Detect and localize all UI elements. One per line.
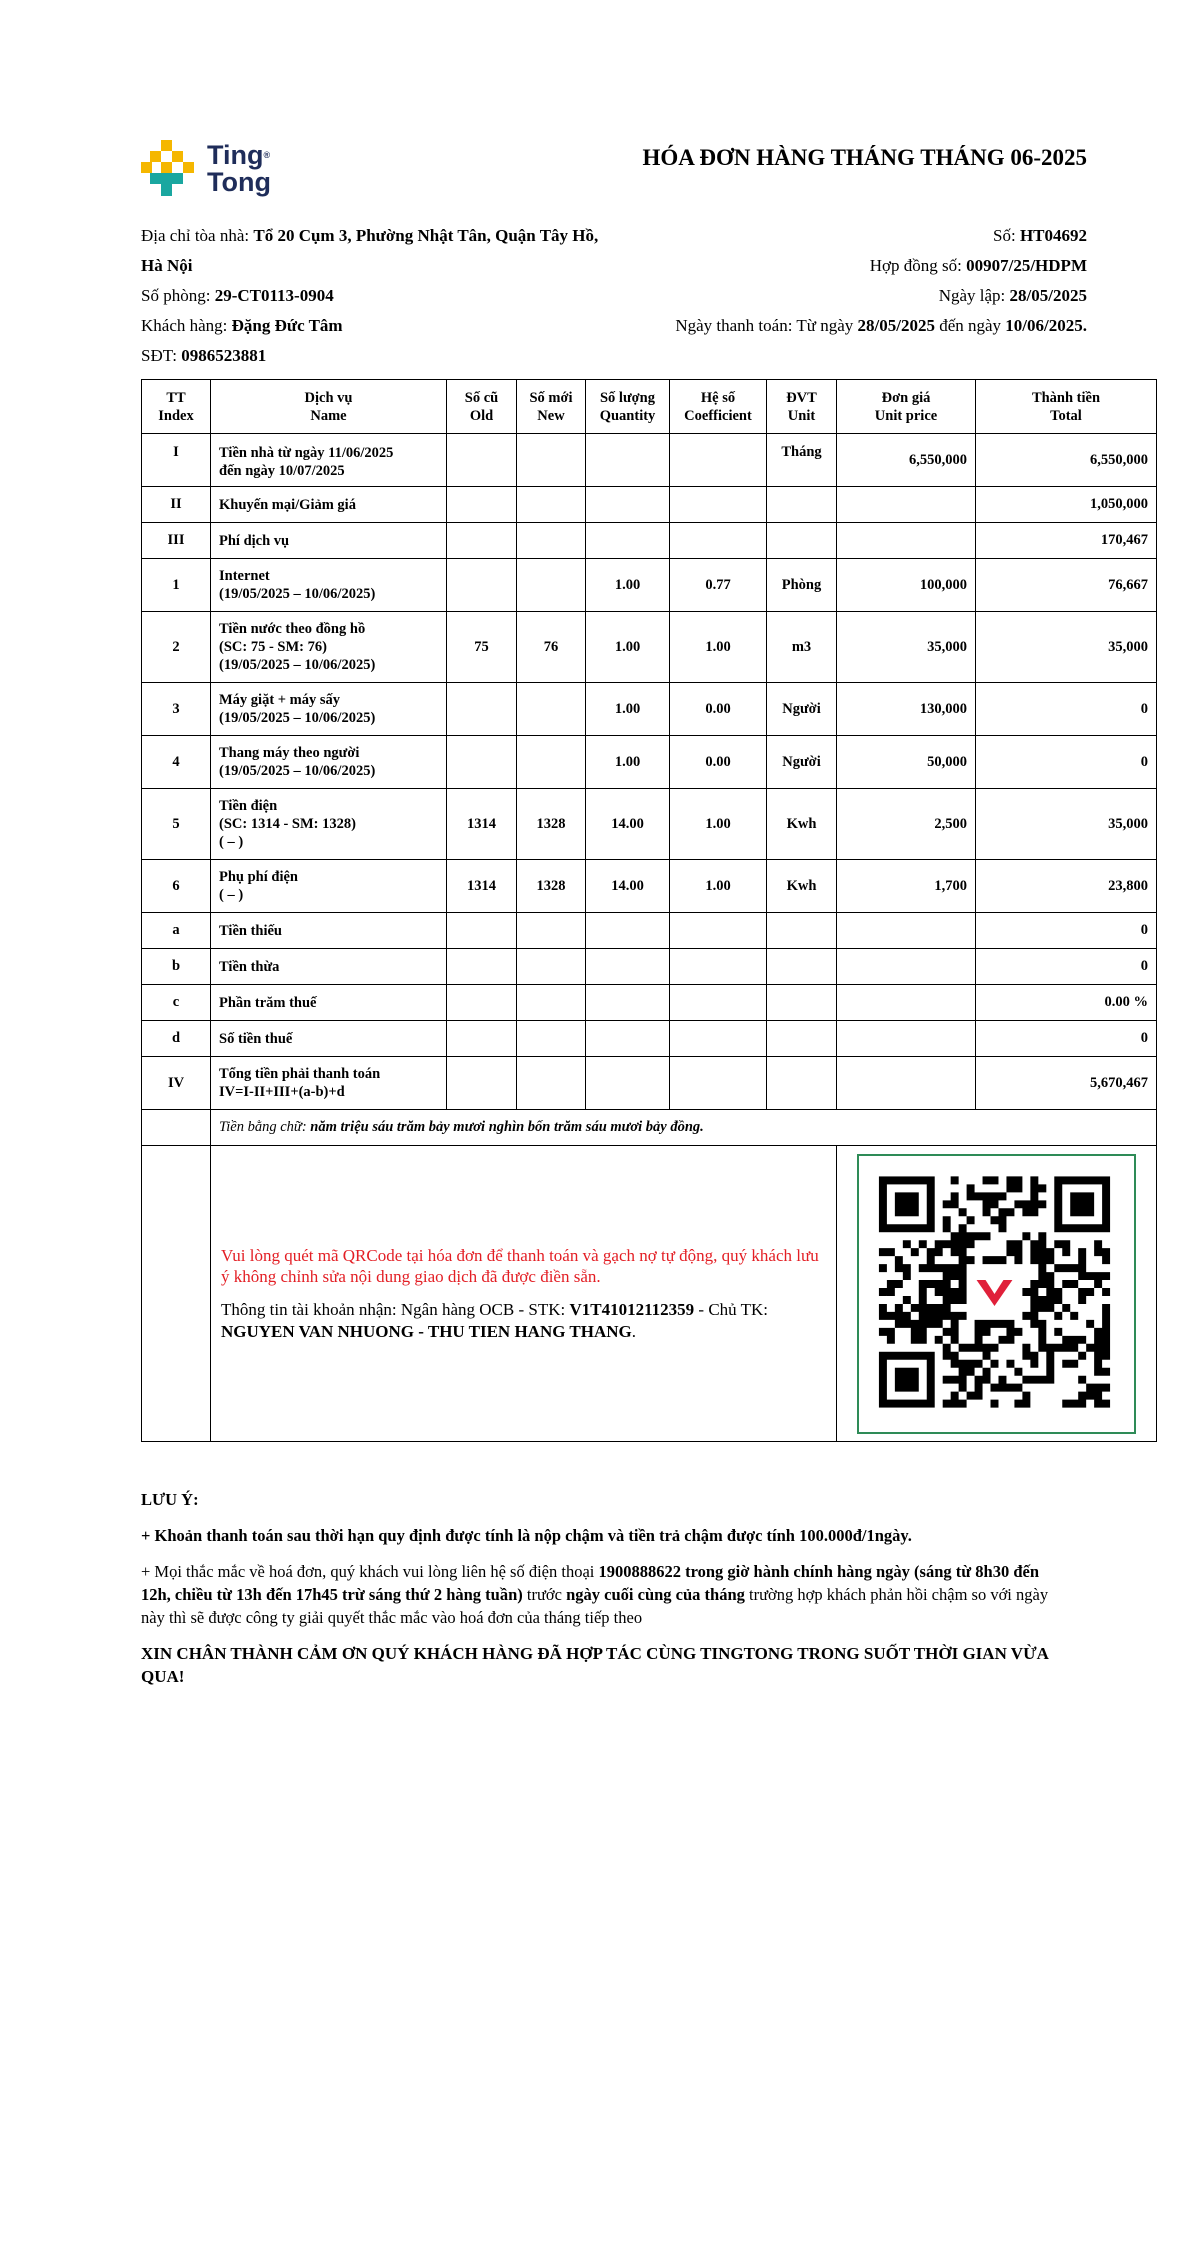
notes-section [141, 1488, 1071, 1688]
cell-idx: 1 [142, 559, 211, 612]
cell-total: 23,800 [976, 860, 1157, 913]
cell-qty [586, 1021, 670, 1057]
cell-coef: 1.00 [670, 612, 767, 683]
cell-old [447, 736, 517, 789]
cell-old: 1314 [447, 789, 517, 860]
service-name-line: ( – ) [219, 887, 244, 903]
table-row [142, 1057, 1157, 1110]
cell-coef [670, 487, 767, 523]
empty-cell [142, 1110, 211, 1146]
logo-wordmark: Ting® Tong [207, 140, 271, 197]
column-header-line: Index [158, 407, 194, 424]
cell-idx: 2 [142, 612, 211, 683]
cell-price [837, 913, 976, 949]
column-header [142, 380, 211, 434]
qr-instruction: Vui lòng quét mã QRCode tại hóa đơn để thanh toán và gạch nợ tự động, quý khách lưu ý không chỉnh sửa nội dung giao dịch đã được điền sẵn. [221, 1245, 819, 1286]
cell-idx: III [142, 523, 211, 559]
cell-new [517, 434, 586, 487]
cell-new [517, 1021, 586, 1057]
cell-name [211, 736, 447, 789]
cell-unit: Người [767, 736, 837, 789]
cell-coef [670, 985, 767, 1021]
service-name-line: Số tiền thuế [219, 1030, 293, 1047]
cell-price [837, 523, 976, 559]
service-name-line: Khuyến mại/Giảm giá [219, 496, 356, 513]
contact-note: + Mọi thắc mắc về hoá đơn, quý khách vui lòng liên hệ số điện thoại 1900888622 trong giờ hành chính hàng ngày (sáng từ 8h30 đến 12h, chiều từ 13h đến 17h45 trừ sáng thứ 2 hàng tuần) trước ngày cuối cùng của tháng trường hợp khách phản hồi chậm so với ngày này thì sẽ được công ty giải quyết thắc mắc vào hoá đơn của tháng tiếp theo [141, 1562, 1049, 1627]
cell-coef [670, 913, 767, 949]
cell-total: 76,667 [976, 559, 1157, 612]
service-name-line: (19/05/2025 – 10/06/2025) [219, 586, 376, 602]
cell-price: 6,550,000 [837, 434, 976, 487]
table-header-row [142, 380, 1157, 434]
cell-idx: 3 [142, 683, 211, 736]
cell-price: 50,000 [837, 736, 976, 789]
cell-total: 5,670,467 [976, 1057, 1157, 1110]
cell-qty: 1.00 [586, 559, 670, 612]
cell-coef: 1.00 [670, 789, 767, 860]
cell-name [211, 434, 447, 487]
cell-price: 1,700 [837, 860, 976, 913]
cell-qty [586, 1057, 670, 1110]
cell-new [517, 523, 586, 559]
cell-coef: 0.00 [670, 683, 767, 736]
cell-price [837, 487, 976, 523]
cell-unit [767, 1057, 837, 1110]
cell-name [211, 1057, 447, 1110]
service-name-line: Phần trăm thuế [219, 994, 317, 1011]
cell-idx: 5 [142, 789, 211, 860]
column-header-line: TT [166, 389, 186, 406]
cell-idx: II [142, 487, 211, 523]
cell-total: 0 [976, 949, 1157, 985]
service-name-line: ( – ) [219, 834, 244, 850]
service-name-line: Tiền thiếu [219, 922, 282, 939]
service-name-line: Phí dịch vụ [219, 532, 290, 549]
service-name-line: đến ngày 10/07/2025 [219, 463, 345, 479]
cell-price [837, 949, 976, 985]
address-line: Địa chỉ tòa nhà: Tổ 20 Cụm 3, Phường Nhật Tân, Quận Tây Hồ, [141, 226, 599, 245]
amount-in-words-row [142, 1110, 1157, 1146]
cell-qty [586, 985, 670, 1021]
thank-you-message: XIN CHÂN THÀNH CẢM ƠN QUÝ KHÁCH HÀNG ĐÃ HỢP TÁC CÙNG TINGTONG TRONG SUỐT THỜI GIAN VỪA QUA! [141, 1644, 1048, 1686]
logo-mark-icon [141, 140, 203, 200]
cell-qty [586, 523, 670, 559]
cell-old [447, 559, 517, 612]
cell-old: 1314 [447, 860, 517, 913]
info-right [527, 226, 1087, 336]
column-header [211, 380, 447, 434]
invoice-number-line: Số: HT04692 [993, 226, 1087, 245]
invoice-table [141, 379, 1157, 1442]
cell-qty [586, 434, 670, 487]
cell-old [447, 913, 517, 949]
tingtong-logo [141, 140, 301, 200]
cell-new: 76 [517, 612, 586, 683]
amount-in-words: Tiền bằng chữ: năm triệu sáu trăm bảy mươi nghìn bốn trăm sáu mươi bảy đồng. [211, 1110, 1157, 1146]
cell-qty [586, 913, 670, 949]
cell-total: 0 [976, 683, 1157, 736]
cell-old [447, 523, 517, 559]
created-date-line: Ngày lập: 28/05/2025 [938, 286, 1087, 305]
table-row [142, 434, 1157, 487]
cell-unit: Kwh [767, 860, 837, 913]
address-line-2: Hà Nội [141, 256, 193, 275]
cell-price [837, 1021, 976, 1057]
column-header-line: Số lượng [599, 389, 655, 406]
qr-finder-icon [883, 1355, 931, 1403]
service-name-line: Tiền điện [219, 798, 278, 814]
cell-new [517, 985, 586, 1021]
cell-new [517, 487, 586, 523]
cell-unit [767, 523, 837, 559]
cell-name [211, 612, 447, 683]
table-row [142, 683, 1157, 736]
table-row [142, 789, 1157, 860]
contract-line: Hợp đồng số: 00907/25/HDPM [869, 256, 1087, 275]
cell-price: 100,000 [837, 559, 976, 612]
cell-new [517, 736, 586, 789]
service-name-line: Tiền nước theo đồng hồ [219, 621, 366, 637]
bank-account-info: Thông tin tài khoản nhận: Ngân hàng OCB - STK: V1T41012112359 - Chủ TK: NGUYEN VAN NHUONG - THU TIEN HANG THANG. [221, 1299, 768, 1341]
cell-total: 35,000 [976, 789, 1157, 860]
table-row [142, 612, 1157, 683]
column-header-line: Số cũ [464, 389, 499, 406]
payment-date-line: Ngày thanh toán: Từ ngày 28/05/2025 đến ngày 10/06/2025. [675, 316, 1087, 335]
cell-name [211, 789, 447, 860]
cell-total: 35,000 [976, 612, 1157, 683]
cell-old [447, 1021, 517, 1057]
service-name-line: Phụ phí điện [219, 869, 298, 885]
cell-idx: 6 [142, 860, 211, 913]
table-row [142, 559, 1157, 612]
cell-unit: Người [767, 683, 837, 736]
service-name-line: Tiền thừa [219, 958, 280, 975]
column-header [837, 380, 976, 434]
cell-name [211, 913, 447, 949]
service-name-line: Tiền nhà từ ngày 11/06/2025 [219, 445, 394, 461]
cell-qty [586, 949, 670, 985]
cell-unit [767, 985, 837, 1021]
cell-price [837, 985, 976, 1021]
cell-qty: 1.00 [586, 736, 670, 789]
cell-name [211, 1021, 447, 1057]
invoice-title: HÓA ĐƠN HÀNG THÁNG THÁNG 06-2025 [642, 145, 1087, 170]
cell-price: 130,000 [837, 683, 976, 736]
service-name-line: (19/05/2025 – 10/06/2025) [219, 763, 376, 779]
column-header-line: Hệ số [700, 389, 736, 406]
service-name-line: Tổng tiền phải thanh toán [219, 1066, 381, 1082]
table-row [142, 736, 1157, 789]
cell-new [517, 913, 586, 949]
cell-price: 2,500 [837, 789, 976, 860]
cell-name [211, 949, 447, 985]
cell-total: 0 [976, 913, 1157, 949]
table-row [142, 487, 1157, 523]
qr-frame [857, 1154, 1136, 1434]
cell-unit: Kwh [767, 789, 837, 860]
table-row [142, 913, 1157, 949]
late-payment-note: + Khoản thanh toán sau thời hạn quy định được tính là nộp chậm và tiền trả chậm được tính 100.000đ/1ngày. [141, 1526, 912, 1545]
column-header-line: Name [310, 407, 347, 424]
cell-unit [767, 487, 837, 523]
cell-total: 0 [976, 736, 1157, 789]
cell-coef: 1.00 [670, 860, 767, 913]
room-line: Số phòng: 29-CT0113-0904 [141, 286, 334, 305]
service-name-line: Máy giặt + máy sấy [219, 692, 341, 708]
cell-old [447, 1057, 517, 1110]
cell-unit [767, 913, 837, 949]
cell-total: 6,550,000 [976, 434, 1157, 487]
payment-row [142, 1146, 1157, 1442]
cell-price: 35,000 [837, 612, 976, 683]
cell-new: 1328 [517, 860, 586, 913]
service-name-line: IV=I-II+III+(a-b)+d [219, 1084, 345, 1100]
column-header [767, 380, 837, 434]
qr-cell [837, 1146, 1157, 1442]
table-row [142, 985, 1157, 1021]
cell-old [447, 949, 517, 985]
cell-total: 170,467 [976, 523, 1157, 559]
qr-finder-icon [1058, 1180, 1106, 1228]
cell-new [517, 559, 586, 612]
column-header-line: Coefficient [684, 407, 752, 424]
cell-name [211, 559, 447, 612]
qr-code-icon[interactable] [859, 1156, 1130, 1428]
cell-name [211, 523, 447, 559]
cell-qty [586, 487, 670, 523]
column-header [447, 380, 517, 434]
service-name-line: (19/05/2025 – 10/06/2025) [219, 657, 376, 673]
cell-qty: 14.00 [586, 860, 670, 913]
service-name-line: (19/05/2025 – 10/06/2025) [219, 710, 376, 726]
cell-total: 1,050,000 [976, 487, 1157, 523]
service-name-line: (SC: 1314 - SM: 1328) [219, 816, 356, 832]
cell-coef [670, 523, 767, 559]
cell-idx: c [142, 985, 211, 1021]
cell-total: 0 [976, 1021, 1157, 1057]
column-header-line: Số mới [529, 389, 573, 406]
cell-new [517, 683, 586, 736]
phone-line: SĐT: 0986523881 [141, 346, 267, 365]
cell-coef [670, 1021, 767, 1057]
service-name-line: Thang máy theo người [219, 745, 360, 761]
qr-finder-icon [883, 1180, 931, 1228]
cell-unit: Tháng [767, 434, 837, 487]
cell-qty: 1.00 [586, 683, 670, 736]
column-header-line: Unit price [874, 407, 938, 424]
table-row [142, 1021, 1157, 1057]
cell-new: 1328 [517, 789, 586, 860]
cell-unit: Phòng [767, 559, 837, 612]
column-header-line: Old [469, 407, 494, 424]
cell-coef: 0.77 [670, 559, 767, 612]
cell-name [211, 985, 447, 1021]
cell-idx: I [142, 434, 211, 487]
column-header-line: Đơn giá [881, 389, 931, 406]
cell-old [447, 434, 517, 487]
cell-coef: 0.00 [670, 736, 767, 789]
column-header [517, 380, 586, 434]
cell-new [517, 1057, 586, 1110]
cell-idx: 4 [142, 736, 211, 789]
column-header-line: ĐVT [786, 389, 817, 406]
cell-idx: a [142, 913, 211, 949]
cell-unit: m3 [767, 612, 837, 683]
column-header-line: New [537, 407, 565, 424]
column-header [586, 380, 670, 434]
column-header [976, 380, 1157, 434]
column-header-line: Thành tiền [1031, 389, 1101, 406]
table-row [142, 949, 1157, 985]
service-name-line: (SC: 75 - SM: 76) [219, 639, 327, 655]
cell-old: 75 [447, 612, 517, 683]
cell-idx: IV [142, 1057, 211, 1110]
cell-price [837, 1057, 976, 1110]
cell-name [211, 487, 447, 523]
service-name-line: Internet [219, 568, 270, 584]
column-header-line: Unit [787, 407, 816, 424]
cell-old [447, 683, 517, 736]
cell-coef [670, 434, 767, 487]
payment-info [211, 1146, 837, 1442]
table-row [142, 523, 1157, 559]
cell-name [211, 683, 447, 736]
cell-coef [670, 1057, 767, 1110]
cell-old [447, 487, 517, 523]
cell-unit [767, 1021, 837, 1057]
cell-old [447, 985, 517, 1021]
column-header [670, 380, 767, 434]
cell-idx: b [142, 949, 211, 985]
cell-qty: 14.00 [586, 789, 670, 860]
cell-qty: 1.00 [586, 612, 670, 683]
cell-total: 0.00 % [976, 985, 1157, 1021]
cell-coef [670, 949, 767, 985]
column-header-line: Dịch vụ [304, 389, 353, 406]
column-header-line: Total [1050, 407, 1082, 424]
empty-cell [142, 1146, 211, 1442]
cell-idx: d [142, 1021, 211, 1057]
cell-unit [767, 949, 837, 985]
cell-name [211, 860, 447, 913]
customer-line: Khách hàng: Đặng Đức Tâm [141, 316, 343, 335]
table-row [142, 860, 1157, 913]
column-header-line: Quantity [599, 407, 656, 424]
cell-new [517, 949, 586, 985]
notes-heading: LƯU Ý: [141, 1490, 199, 1509]
